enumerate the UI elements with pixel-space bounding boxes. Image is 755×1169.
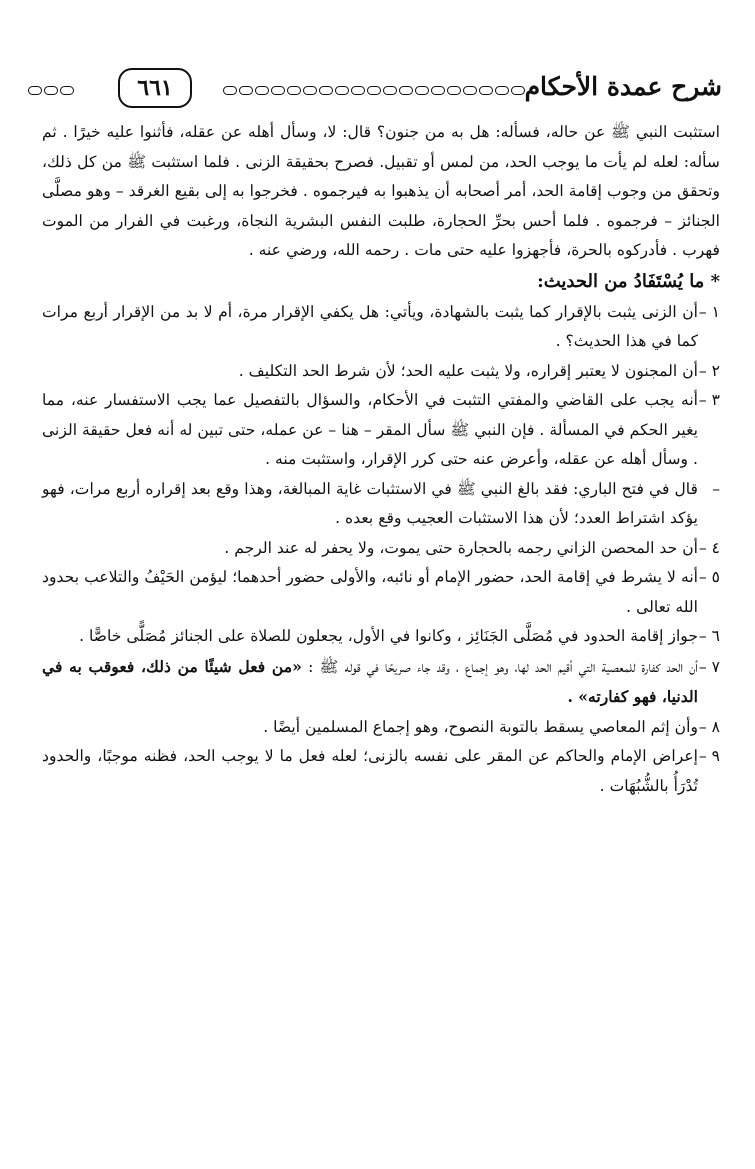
item-number: ٢ –: [698, 361, 720, 380]
item-number: ١ –: [698, 302, 720, 321]
item-text: أن حد المحصن الزاني رجمه بالحجارة حتى يموت، ولا يحفر له عند الرجم .: [224, 538, 698, 557]
item-number: –: [712, 479, 720, 498]
item-text: أنه يجب على القاضي والمفتي التثبت في الأحكام، والسؤال بالتفصيل عما يجب الاستفسار عنه، مما يغير الحكم في المسألة . فإن النبي ﷺ سأل المقر – هنا – عن عمله، حتى تبين له أنه فعل حقيقة الزنى . وسأل أهله عن عقله، وأعرض عنه حتى كرر الإقرار، واستثبت منه .: [42, 391, 698, 468]
item-text: قال في فتح الباري: فقد بالغ النبي ﷺ في الاستثبات غاية المبالغة، وهذا وقع بعد إقراره أربع مرات، فهو يؤكد اشتراط العدد؛ لأن هذا الاستثبات العجيب وقع بعده .: [42, 479, 698, 527]
list-item: [42, 742, 720, 801]
intro-paragraph: استثبت النبي ﷺ عن حاله، فسأله: هل به من جنون؟ قال: لا، وسأل أهله عن عقله، فأثنوا عليه خيرًا . ثم سأله: لعله لم يأت ما يوجب الحد، من لمس أو تقبيل. فصرح بحقيقة الزنى . فلما استثبت ﷺ من كل ذلك، وتحقق من وجوب إقامة الحد، أمر أصحابه أن يذهبوا به فيرجموه . فخرجوا به إلى بقيع الغرقد – وهو مصلَّى الجنائز – فرجموه . فلما أحس بحرِّ الحجارة، طلبت النفس البشرية النجاة، ورغبت في الفرار من الموت فهرب . فأدركوه بالحرة، فأجهزوا عليه حتى مات . رحمه الله، ورضي عنه .: [42, 123, 720, 259]
list-item: [42, 713, 720, 743]
item-text: أن الزنى يثبت بالإقرار كما يثبت بالشهادة، ويأتي: هل يكفي الإقرار مرة، أم لا بد من الإقرار أربع مرات كما في هذا الحديث؟ .: [42, 302, 698, 350]
list-item: [42, 622, 720, 652]
ornament-chain-left: [28, 86, 74, 98]
item-text: أن الحد كفارة للمعصية التي أقيم الحد لها، وهو إجماع ، وقد جاء صريحًا في قوله ﷺ :: [308, 657, 698, 676]
page-number: ٦٦١: [118, 68, 192, 108]
list-item: [42, 563, 720, 622]
item-number: ٦ –: [698, 627, 720, 645]
page-header: [28, 68, 728, 112]
list-item: [42, 298, 720, 357]
list-item: [42, 386, 720, 475]
item-number: ٥ –: [698, 568, 720, 586]
item-text: جواز إقامة الحدود في مُصَلَّى الجَنَائِز ، وكانوا في الأول، يجعلون للصلاة على الجنائز مُصَلًّى خاصًّا .: [79, 627, 698, 645]
section-heading: * ما يُسْتَفَادُ من الحديث:: [537, 270, 720, 292]
ornament-chain: [223, 86, 528, 98]
item-text: أن المجنون لا يعتبر إقراره، ولا يثبت عليه الحد؛ لأن شرط الحد التكليف .: [238, 361, 698, 380]
hadith-quote: «من فعل شيئًا من ذلك، فعوقب به في الدنيا، فهو كفارته» .: [42, 656, 698, 706]
book-title: شرح عمدة الأحكام: [524, 72, 722, 101]
list-item: [42, 357, 720, 387]
list-item-note: [42, 475, 720, 534]
item-number: ٧ –: [698, 657, 720, 676]
page-body: [42, 118, 720, 801]
item-number: ٤ –: [698, 538, 720, 557]
item-number: ٨ –: [698, 717, 720, 736]
item-text: إعراض الإمام والحاكم عن المقر على نفسه بالزنى؛ لعله فعل ما لا يوجب الحد، فظنه موجبًا، والحدود تُدْرَأُ بالشُّبُهَات .: [42, 747, 698, 795]
item-text: أنه لا يشرط في إقامة الحد، حضور الإمام أو نائبه، والأولى حضور أحدهما؛ ليؤمن الحَيْفُ والتلاعب بحدود الله تعالى .: [42, 568, 698, 616]
item-text: وأن إثم المعاصي يسقط بالتوبة النصوح، وهو إجماع المسلمين أيضًا .: [263, 717, 698, 736]
item-number: ٣ –: [698, 391, 720, 409]
list-item: [42, 652, 720, 713]
list-item: [42, 534, 720, 564]
item-number: ٩ –: [698, 747, 720, 765]
